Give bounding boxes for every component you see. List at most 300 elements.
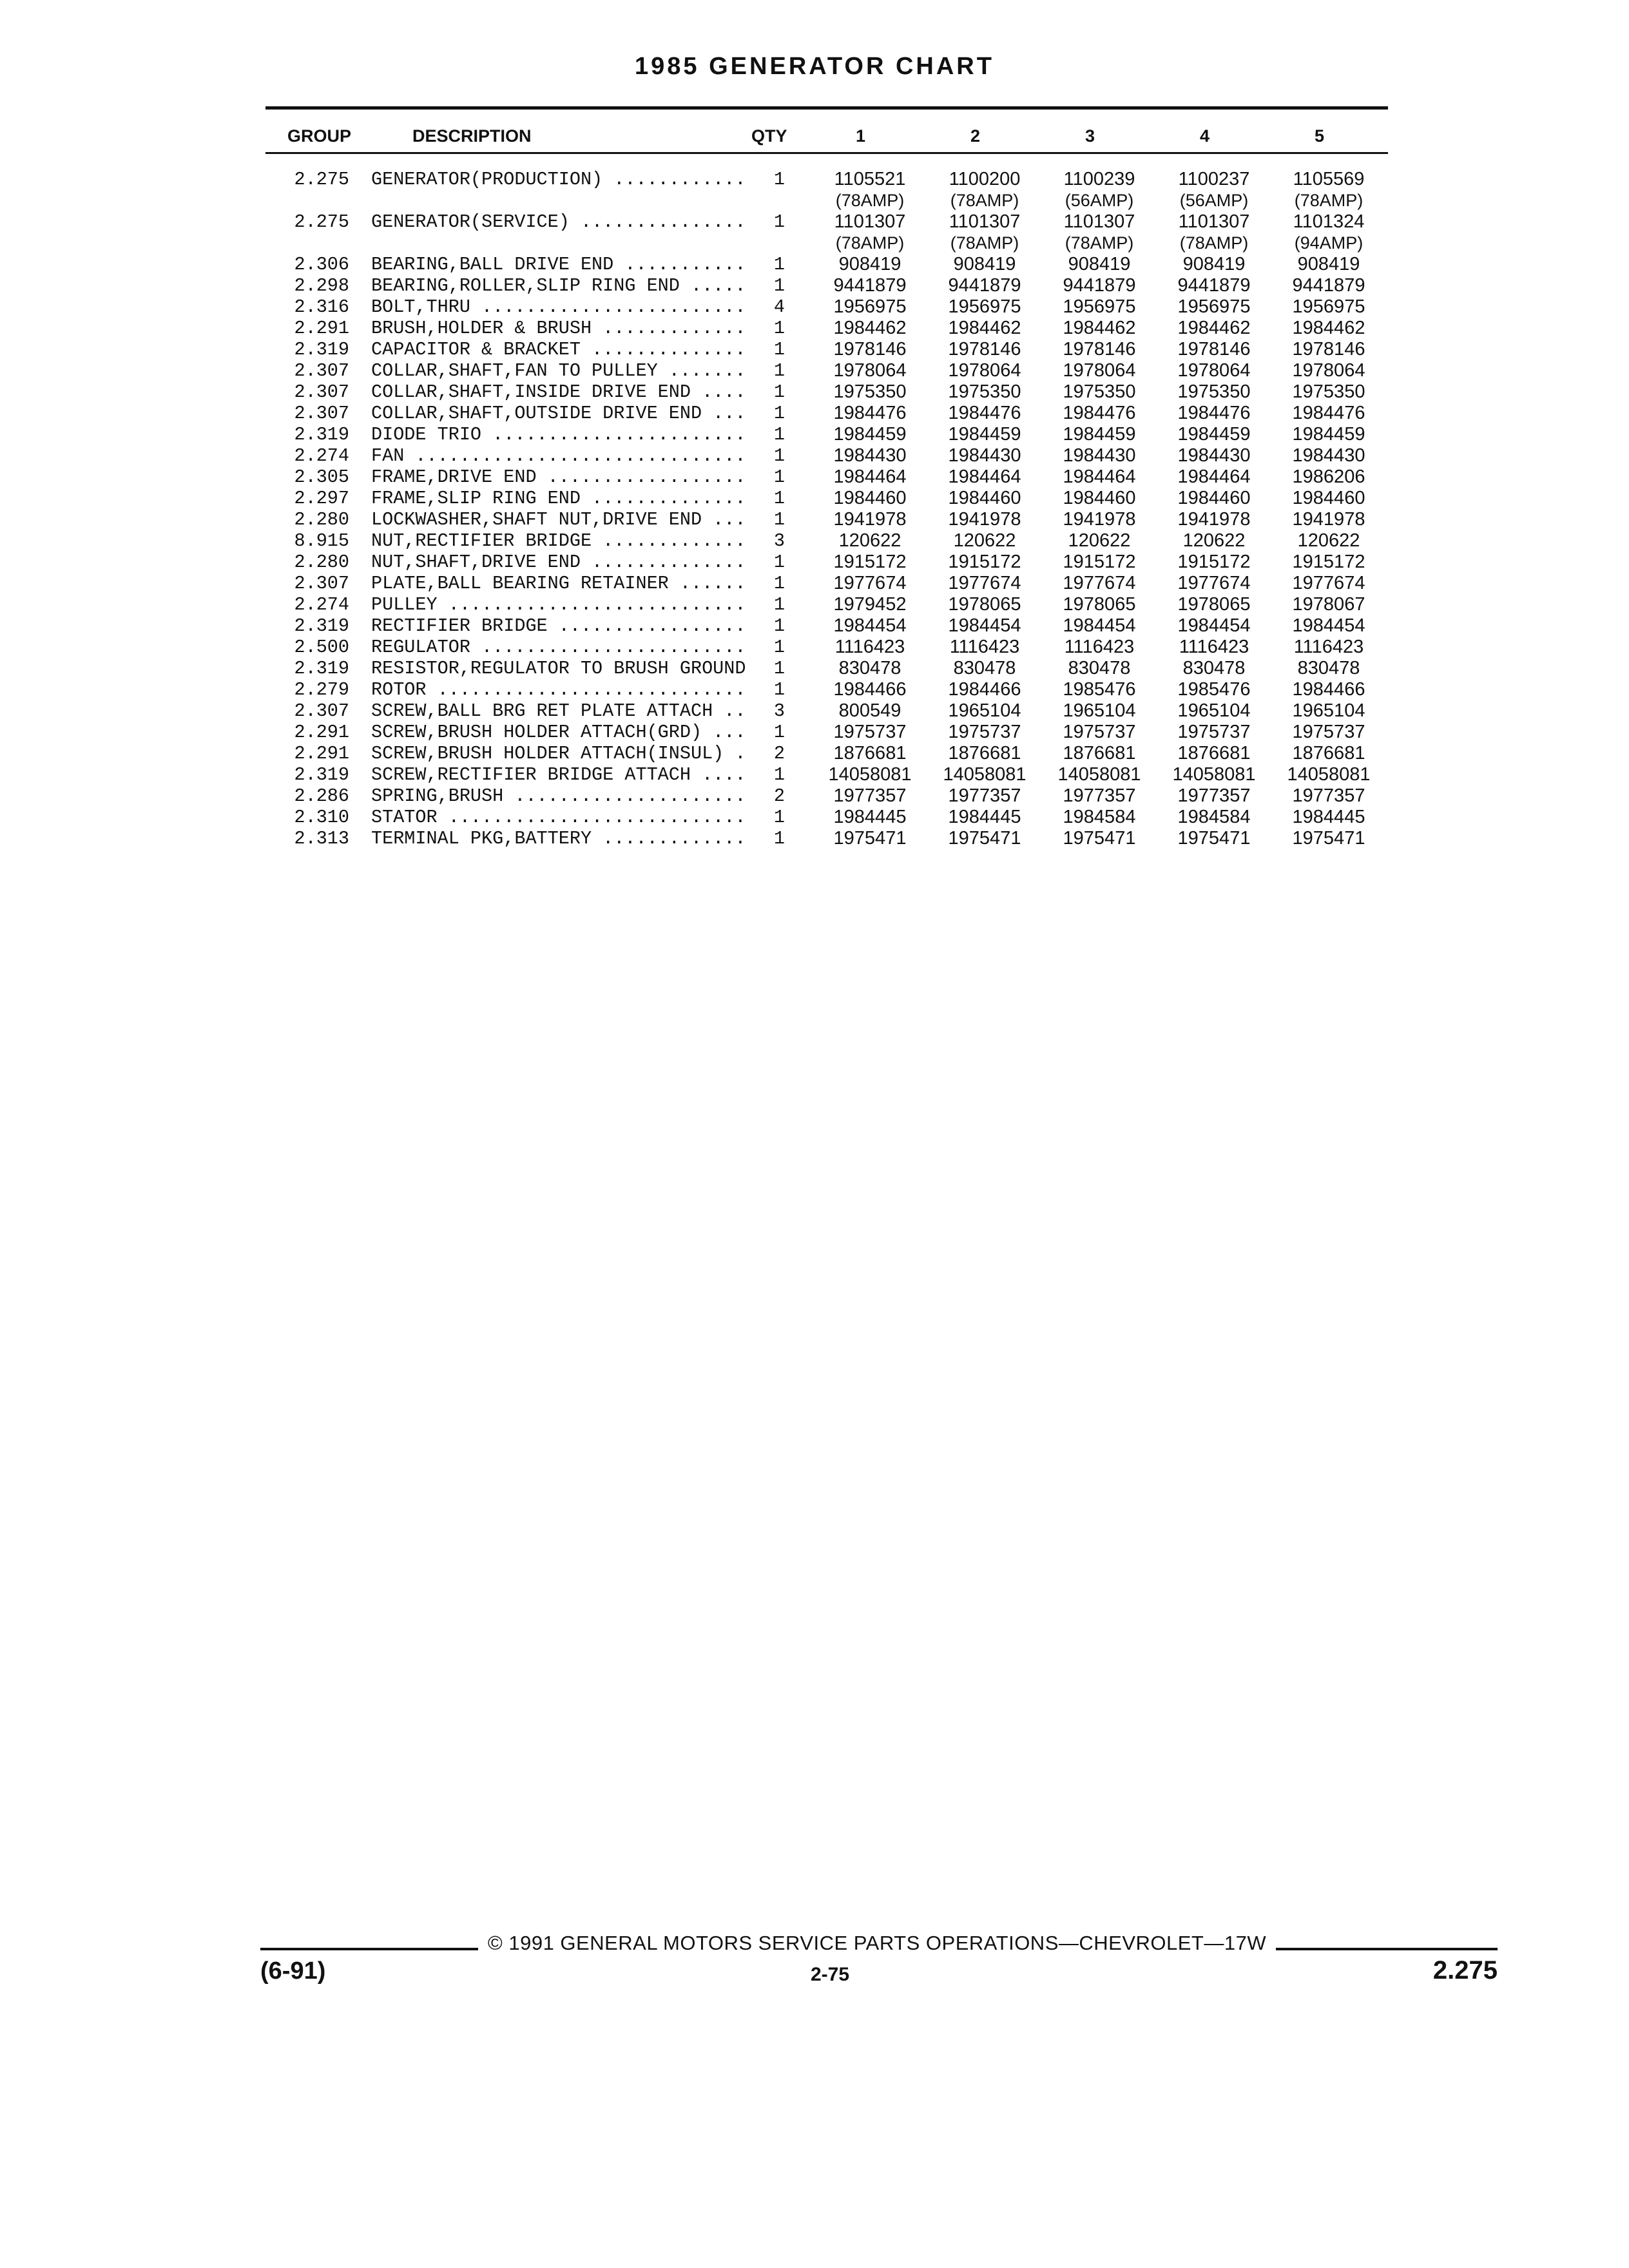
group-cell: 2.297 xyxy=(294,488,349,509)
part-number: 1116423 xyxy=(949,637,1020,657)
part-number: 1984460 xyxy=(833,488,907,508)
part-number: 1915172 xyxy=(1292,552,1365,572)
part-number-cell xyxy=(1150,594,1278,615)
part-number: 908419 xyxy=(953,254,1016,274)
table-row xyxy=(0,169,1629,211)
description-cell: DIODE TRIO ....................... xyxy=(371,424,746,445)
part-number-cell xyxy=(1035,722,1164,743)
part-number: 1977357 xyxy=(1292,785,1365,806)
part-number: 1984459 xyxy=(1292,424,1365,445)
qty-cell: 1 xyxy=(773,615,785,637)
part-number: 1984466 xyxy=(1292,679,1365,700)
qty-cell: 1 xyxy=(773,828,785,849)
group-cell: 2.500 xyxy=(294,637,349,658)
part-number: 1978067 xyxy=(1292,594,1365,615)
part-number: 908419 xyxy=(1297,254,1360,274)
table-row xyxy=(0,807,1629,828)
part-number: 1984430 xyxy=(1292,445,1365,466)
part-number: 1984462 xyxy=(1063,318,1136,338)
part-number-cell xyxy=(1264,318,1393,339)
description-cell: SCREW,BRUSH HOLDER ATTACH(INSUL) . xyxy=(371,743,746,764)
part-number-cell xyxy=(805,594,934,615)
part-number-cell xyxy=(1150,296,1278,318)
description-cell: FRAME,SLIP RING END .............. xyxy=(371,488,746,509)
part-number-cell xyxy=(805,700,934,722)
part-number: 1956975 xyxy=(1177,296,1251,317)
table-row xyxy=(0,828,1629,849)
group-cell: 2.291 xyxy=(294,722,349,743)
part-number-cell xyxy=(1264,764,1393,785)
part-number: 1984454 xyxy=(1063,615,1136,636)
part-number-cell xyxy=(920,743,1049,764)
table-row xyxy=(0,318,1629,339)
part-number: 1984459 xyxy=(1063,424,1136,445)
group-cell: 2.291 xyxy=(294,318,349,339)
part-number: 1116423 xyxy=(834,637,905,657)
part-number-cell xyxy=(1264,594,1393,615)
part-number: 1978146 xyxy=(1177,339,1251,360)
part-number: 1975471 xyxy=(1177,828,1251,849)
group-cell: 2.319 xyxy=(294,658,349,679)
part-number-cell xyxy=(1264,169,1393,211)
table-row xyxy=(0,445,1629,466)
part-number: 1975737 xyxy=(948,722,1021,742)
part-number: 1977357 xyxy=(1063,785,1136,806)
part-number-cell xyxy=(805,424,934,445)
qty-cell: 1 xyxy=(773,339,785,360)
part-number: 1979452 xyxy=(833,594,907,615)
part-number: 1100237 xyxy=(1178,169,1250,189)
part-number-cell xyxy=(805,339,934,360)
table-row xyxy=(0,573,1629,594)
part-number-cell xyxy=(920,360,1049,381)
part-number-cell xyxy=(1150,169,1278,211)
part-number-cell xyxy=(920,552,1049,573)
part-number-cell xyxy=(1150,339,1278,360)
part-number: 1984460 xyxy=(1063,488,1136,508)
part-number: 1975350 xyxy=(833,381,907,402)
part-number-cell xyxy=(1035,169,1164,211)
table-row xyxy=(0,488,1629,509)
part-number: 1984445 xyxy=(833,807,907,827)
part-number-cell xyxy=(1150,722,1278,743)
part-number: 1978146 xyxy=(948,339,1021,360)
footer-rule-left xyxy=(260,1948,478,1950)
qty-cell: 1 xyxy=(773,594,785,615)
qty-cell: 1 xyxy=(773,679,785,700)
part-number: 1915172 xyxy=(1177,552,1251,572)
part-number-cell xyxy=(1264,828,1393,849)
part-number-cell xyxy=(1150,743,1278,764)
table-row xyxy=(0,254,1629,275)
part-number-cell xyxy=(1264,722,1393,743)
revision-date: (6-91) xyxy=(260,1957,326,1984)
part-number-cell xyxy=(1035,679,1164,700)
part-number-cell xyxy=(920,658,1049,679)
part-number-cell xyxy=(805,637,934,658)
part-number: 800549 xyxy=(838,700,901,721)
part-number-cell xyxy=(1150,360,1278,381)
part-number: 1978146 xyxy=(1063,339,1136,360)
part-number: 1105521 xyxy=(834,169,906,189)
part-number-cell xyxy=(1035,360,1164,381)
part-number-cell xyxy=(920,764,1049,785)
part-number: 1876681 xyxy=(1177,743,1251,764)
part-number-cell xyxy=(805,509,934,530)
part-number-cell xyxy=(920,679,1049,700)
part-number: 1984454 xyxy=(948,615,1021,636)
qty-cell: 1 xyxy=(773,403,785,424)
part-number-cell xyxy=(1264,658,1393,679)
description-cell: CAPACITOR & BRACKET .............. xyxy=(371,339,746,360)
part-number-cell xyxy=(805,360,934,381)
part-number-cell xyxy=(1150,679,1278,700)
group-cell: 2.316 xyxy=(294,296,349,318)
part-number: 1984476 xyxy=(1063,403,1136,423)
description-cell: BRUSH,HOLDER & BRUSH ............. xyxy=(371,318,746,339)
table-row xyxy=(0,275,1629,296)
description-cell: NUT,RECTIFIER BRIDGE ............. xyxy=(371,530,746,552)
part-number-cell xyxy=(805,211,934,254)
table-row xyxy=(0,679,1629,700)
part-number: 1984462 xyxy=(1177,318,1251,338)
amperage-note: (94AMP) xyxy=(1294,233,1364,253)
description-cell: TERMINAL PKG,BATTERY ............. xyxy=(371,828,746,849)
part-number-cell xyxy=(920,509,1049,530)
qty-cell: 1 xyxy=(773,552,785,573)
part-number: 1977674 xyxy=(1292,573,1365,593)
table-row xyxy=(0,466,1629,488)
amperage-note: (56AMP) xyxy=(1179,191,1249,210)
description-cell: PLATE,BALL BEARING RETAINER ...... xyxy=(371,573,746,594)
description-cell: SCREW,RECTIFIER BRIDGE ATTACH .... xyxy=(371,764,746,785)
part-number-cell xyxy=(1264,807,1393,828)
part-number: 14058081 xyxy=(1057,764,1141,785)
group-cell: 2.307 xyxy=(294,403,349,424)
part-number-cell xyxy=(920,594,1049,615)
table-row xyxy=(0,594,1629,615)
part-number-cell xyxy=(1150,615,1278,637)
part-number: 1941978 xyxy=(833,509,907,530)
part-number: 1984454 xyxy=(1177,615,1251,636)
part-number: 1956975 xyxy=(1063,296,1136,317)
qty-cell: 1 xyxy=(773,807,785,828)
part-number: 830478 xyxy=(838,658,901,678)
part-number: 1985476 xyxy=(1177,679,1251,700)
part-number: 1965104 xyxy=(1177,700,1251,721)
part-number-cell xyxy=(1150,764,1278,785)
part-number-cell xyxy=(1150,509,1278,530)
part-number: 1101307 xyxy=(834,211,906,232)
part-number-cell xyxy=(1264,530,1393,552)
qty-cell: 1 xyxy=(773,488,785,509)
part-number: 1975350 xyxy=(1177,381,1251,402)
header-description: DESCRIPTION xyxy=(412,126,532,146)
part-number-cell xyxy=(920,403,1049,424)
part-number: 1984459 xyxy=(948,424,1021,445)
group-cell: 2.305 xyxy=(294,466,349,488)
part-number: 1977674 xyxy=(948,573,1021,593)
part-number: 1978064 xyxy=(948,360,1021,381)
qty-cell: 3 xyxy=(773,700,785,722)
part-number-cell xyxy=(920,381,1049,403)
group-cell: 2.280 xyxy=(294,552,349,573)
group-cell: 2.306 xyxy=(294,254,349,275)
part-number-cell xyxy=(1264,254,1393,275)
part-number-cell xyxy=(1264,403,1393,424)
table-row xyxy=(0,658,1629,679)
part-number: 1876681 xyxy=(948,743,1021,764)
qty-cell: 1 xyxy=(773,637,785,658)
amperage-note: (78AMP) xyxy=(835,191,905,210)
part-number: 9441879 xyxy=(1292,275,1365,296)
section-number: 2.275 xyxy=(1432,1956,1498,1984)
part-number-cell xyxy=(1150,488,1278,509)
part-number-cell xyxy=(1264,466,1393,488)
part-number: 1977357 xyxy=(833,785,907,806)
part-number: 1984454 xyxy=(1292,615,1365,636)
part-number: 1978064 xyxy=(1292,360,1365,381)
group-cell: 2.307 xyxy=(294,573,349,594)
part-number-cell xyxy=(1150,424,1278,445)
amperage-note: (78AMP) xyxy=(1065,233,1134,253)
part-number-cell xyxy=(1264,381,1393,403)
part-number: 1975737 xyxy=(1292,722,1365,742)
table-row xyxy=(0,211,1629,254)
part-number: 1876681 xyxy=(833,743,907,764)
part-number-cell xyxy=(920,339,1049,360)
part-number-cell xyxy=(805,381,934,403)
part-number-cell xyxy=(1150,381,1278,403)
part-number: 1101324 xyxy=(1293,211,1365,232)
part-number: 1984430 xyxy=(1177,445,1251,466)
part-number-cell xyxy=(1035,509,1164,530)
part-number-cell xyxy=(920,466,1049,488)
description-cell: BEARING,ROLLER,SLIP RING END ..... xyxy=(371,275,746,296)
amperage-note: (78AMP) xyxy=(835,233,905,253)
part-number-cell xyxy=(920,722,1049,743)
part-number-cell xyxy=(1035,339,1164,360)
part-number-cell xyxy=(1264,573,1393,594)
amperage-note: (78AMP) xyxy=(950,191,1019,210)
part-number-cell xyxy=(920,828,1049,849)
group-cell: 2.291 xyxy=(294,743,349,764)
part-number: 1915172 xyxy=(833,552,907,572)
qty-cell: 1 xyxy=(773,275,785,296)
group-cell: 2.319 xyxy=(294,615,349,637)
part-number-cell xyxy=(1264,424,1393,445)
part-number-cell xyxy=(1264,445,1393,466)
group-cell: 2.274 xyxy=(294,445,349,466)
part-number: 1975350 xyxy=(1292,381,1365,402)
part-number: 1978064 xyxy=(1177,360,1251,381)
group-cell: 2.275 xyxy=(294,169,349,190)
qty-cell: 4 xyxy=(773,296,785,318)
part-number: 14058081 xyxy=(1287,764,1371,785)
group-cell: 2.310 xyxy=(294,807,349,828)
part-number: 1915172 xyxy=(948,552,1021,572)
part-number: 9441879 xyxy=(948,275,1021,296)
part-number: 1985476 xyxy=(1063,679,1136,700)
part-number-cell xyxy=(920,530,1049,552)
part-number: 120622 xyxy=(1297,530,1360,551)
part-number-cell xyxy=(920,807,1049,828)
part-number: 1984430 xyxy=(833,445,907,466)
part-number-cell xyxy=(805,573,934,594)
table-row xyxy=(0,637,1629,658)
part-number-cell xyxy=(1264,637,1393,658)
part-number: 14058081 xyxy=(943,764,1027,785)
part-number-cell xyxy=(1150,700,1278,722)
part-number-cell xyxy=(1035,445,1164,466)
part-number: 1876681 xyxy=(1063,743,1136,764)
part-number-cell xyxy=(1035,637,1164,658)
part-number: 1941978 xyxy=(1292,509,1365,530)
part-number-cell xyxy=(1264,509,1393,530)
part-number-cell xyxy=(1264,275,1393,296)
part-number-cell xyxy=(805,764,934,785)
description-cell: RECTIFIER BRIDGE ................. xyxy=(371,615,746,637)
table-row xyxy=(0,552,1629,573)
part-number: 1975471 xyxy=(833,828,907,849)
description-cell: GENERATOR(PRODUCTION) ............ xyxy=(371,169,746,190)
table-row xyxy=(0,764,1629,785)
part-number: 1984445 xyxy=(948,807,1021,827)
group-cell: 2.319 xyxy=(294,339,349,360)
part-number: 9441879 xyxy=(1177,275,1251,296)
part-number-cell xyxy=(1150,785,1278,807)
description-cell: COLLAR,SHAFT,FAN TO PULLEY ....... xyxy=(371,360,746,381)
part-number: 1984464 xyxy=(833,466,907,487)
part-number: 1984466 xyxy=(833,679,907,700)
page-number: 2-75 xyxy=(810,1964,850,1985)
part-number-cell xyxy=(920,318,1049,339)
part-number-cell xyxy=(920,785,1049,807)
description-cell: FAN .............................. xyxy=(371,445,746,466)
part-number-cell xyxy=(1150,318,1278,339)
part-number-cell xyxy=(1150,828,1278,849)
part-number-cell xyxy=(1035,700,1164,722)
qty-cell: 1 xyxy=(773,509,785,530)
part-number-cell xyxy=(1150,403,1278,424)
part-number-cell xyxy=(805,296,934,318)
part-number-cell xyxy=(805,828,934,849)
part-number-cell xyxy=(1150,254,1278,275)
header-col-5: 5 xyxy=(1315,126,1325,146)
part-number: 1978146 xyxy=(833,339,907,360)
description-cell: NUT,SHAFT,DRIVE END .............. xyxy=(371,552,746,573)
group-cell: 2.274 xyxy=(294,594,349,615)
qty-cell: 1 xyxy=(773,169,785,190)
qty-cell: 1 xyxy=(773,381,785,403)
part-number: 1984462 xyxy=(1292,318,1365,338)
header-group: GROUP xyxy=(287,126,352,146)
table-row xyxy=(0,743,1629,764)
part-number-cell xyxy=(1035,807,1164,828)
group-cell: 2.319 xyxy=(294,764,349,785)
description-cell: COLLAR,SHAFT,INSIDE DRIVE END .... xyxy=(371,381,746,403)
part-number: 1915172 xyxy=(1063,552,1136,572)
part-number: 1941978 xyxy=(1063,509,1136,530)
part-number-cell xyxy=(920,488,1049,509)
part-number: 1978065 xyxy=(948,594,1021,615)
part-number-cell xyxy=(805,743,934,764)
qty-cell: 3 xyxy=(773,530,785,552)
group-cell: 8.915 xyxy=(294,530,349,552)
group-cell: 2.307 xyxy=(294,360,349,381)
part-number-cell xyxy=(1150,275,1278,296)
footer-rule-right xyxy=(1276,1948,1498,1950)
part-number-cell xyxy=(805,530,934,552)
part-number-cell xyxy=(1035,785,1164,807)
part-number-cell xyxy=(1264,679,1393,700)
footer-copyright: © 1991 GENERAL MOTORS SERVICE PARTS OPERATIONS—CHEVROLET—17W xyxy=(487,1932,1267,1954)
part-number-cell xyxy=(1150,658,1278,679)
part-number: 9441879 xyxy=(1063,275,1136,296)
part-number-cell xyxy=(1264,700,1393,722)
group-cell: 2.319 xyxy=(294,424,349,445)
part-number-cell xyxy=(920,169,1049,211)
description-cell: RESISTOR,REGULATOR TO BRUSH GROUND xyxy=(371,658,746,679)
qty-cell: 1 xyxy=(773,573,785,594)
header-col-2: 2 xyxy=(970,126,981,146)
qty-cell: 1 xyxy=(773,445,785,466)
table-row xyxy=(0,615,1629,637)
table-row xyxy=(0,403,1629,424)
part-number: 1978064 xyxy=(833,360,907,381)
header-col-3: 3 xyxy=(1085,126,1095,146)
part-number: 1984460 xyxy=(1177,488,1251,508)
qty-cell: 1 xyxy=(773,424,785,445)
part-number-cell xyxy=(920,211,1049,254)
qty-cell: 1 xyxy=(773,466,785,488)
group-cell: 2.275 xyxy=(294,211,349,233)
description-cell: COLLAR,SHAFT,OUTSIDE DRIVE END ... xyxy=(371,403,746,424)
part-number-cell xyxy=(1035,275,1164,296)
table-row xyxy=(0,424,1629,445)
part-number: 1975737 xyxy=(833,722,907,742)
amperage-note: (56AMP) xyxy=(1065,191,1134,210)
part-number-cell xyxy=(1150,530,1278,552)
group-cell: 2.307 xyxy=(294,700,349,722)
part-number-cell xyxy=(1035,211,1164,254)
part-number: 1984476 xyxy=(948,403,1021,423)
part-number: 1984460 xyxy=(1292,488,1365,508)
part-number-cell xyxy=(1150,573,1278,594)
description-cell: SPRING,BRUSH ..................... xyxy=(371,785,746,807)
part-number-cell xyxy=(1035,254,1164,275)
part-number: 1101307 xyxy=(949,211,1021,232)
part-number-cell xyxy=(805,785,934,807)
part-number: 1984476 xyxy=(1177,403,1251,423)
part-number: 830478 xyxy=(953,658,1016,678)
part-number-cell xyxy=(1264,360,1393,381)
part-number: 1941978 xyxy=(1177,509,1251,530)
part-number: 1984430 xyxy=(948,445,1021,466)
part-number: 1984464 xyxy=(948,466,1021,487)
part-number-cell xyxy=(1035,743,1164,764)
header-top-rule xyxy=(265,106,1388,110)
part-number-cell xyxy=(805,658,934,679)
part-number-cell xyxy=(1035,552,1164,573)
part-number: 1984459 xyxy=(1177,424,1251,445)
part-number: 1977674 xyxy=(833,573,907,593)
part-number-cell xyxy=(1035,381,1164,403)
description-cell: BOLT,THRU ........................ xyxy=(371,296,746,318)
part-number: 1116423 xyxy=(1064,637,1135,657)
part-number: 120622 xyxy=(953,530,1016,551)
part-number-cell xyxy=(920,573,1049,594)
